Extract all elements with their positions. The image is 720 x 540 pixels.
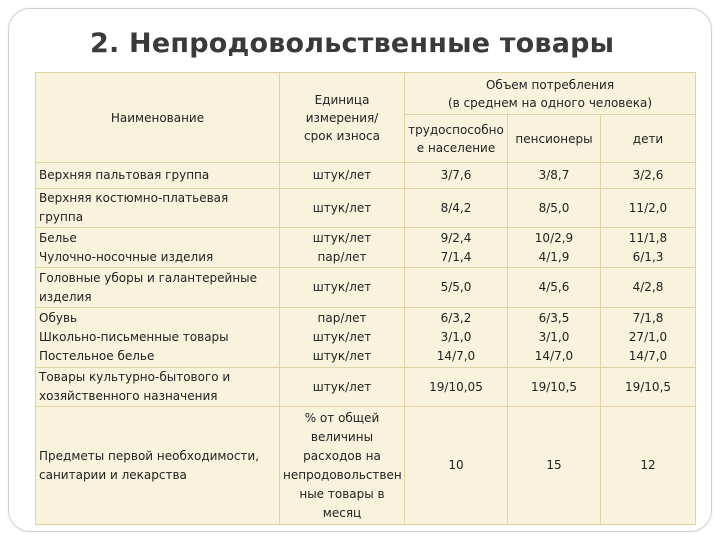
row-name: Товары культурно-бытового и хозяйственного назначения: [36, 368, 280, 407]
table-row: [36, 189, 696, 228]
row-unit: штук/лет: [280, 163, 405, 189]
row-name: Верхняя пальтовая группа: [36, 163, 280, 189]
header-unit: Единица измерения/ срок износа: [280, 73, 405, 163]
table-row: [36, 407, 696, 525]
row-children: 11/2,0: [601, 189, 696, 228]
row-working: 9/2,4 7/1,4: [405, 228, 508, 268]
table-row: [36, 163, 696, 189]
row-pensioners: 10/2,9 4/1,9: [508, 228, 601, 268]
row-name: Головные уборы и галантерейные изделия: [36, 268, 280, 308]
row-working: 19/10,05: [405, 368, 508, 407]
row-working: 6/3,2 3/1,0 14/7,0: [405, 308, 508, 368]
row-pensioners: 19/10,5: [508, 368, 601, 407]
row-pensioners: 6/3,5 3/1,0 14/7,0: [508, 308, 601, 368]
row-unit: штук/лет пар/лет: [280, 228, 405, 268]
row-unit: штук/лет: [280, 268, 405, 308]
row-unit: штук/лет: [280, 368, 405, 407]
header-children: дети: [601, 115, 696, 163]
row-working: 8/4,2: [405, 189, 508, 228]
row-name: Белье Чулочно-носочные изделия: [36, 228, 280, 268]
row-working: 10: [405, 407, 508, 525]
slide-title: 2. Непродовольственные товары: [90, 28, 615, 59]
table-body: [36, 163, 696, 525]
row-pensioners: 3/8,7: [508, 163, 601, 189]
header-volume: Объем потребления (в среднем на одного человека): [405, 73, 696, 115]
row-children: 7/1,8 27/1,0 14/7,0: [601, 308, 696, 368]
header-working: трудоспособно е население: [405, 115, 508, 163]
row-pensioners: 4/5,6: [508, 268, 601, 308]
row-name: Верхняя костюмно-платьевая группа: [36, 189, 280, 228]
table-row: [36, 228, 696, 268]
row-working: 3/7,6: [405, 163, 508, 189]
row-unit: % от общей величины расходов на непродовольствен ные товары в месяц: [280, 407, 405, 525]
row-working: 5/5,0: [405, 268, 508, 308]
row-unit: штук/лет: [280, 189, 405, 228]
header-pensioners: пенсионеры: [508, 115, 601, 163]
table-row: [36, 268, 696, 308]
row-children: 11/1,8 6/1,3: [601, 228, 696, 268]
row-name: Предметы первой необходимости, санитарии и лекарства: [36, 407, 280, 525]
table-row: [36, 368, 696, 407]
row-children: 19/10,5: [601, 368, 696, 407]
header-row-1: [36, 73, 696, 115]
consumption-table: [35, 72, 696, 525]
row-children: 4/2,8: [601, 268, 696, 308]
row-children: 12: [601, 407, 696, 525]
row-name: Обувь Школьно-письменные товары Постельное белье: [36, 308, 280, 368]
row-children: 3/2,6: [601, 163, 696, 189]
row-pensioners: 15: [508, 407, 601, 525]
row-pensioners: 8/5,0: [508, 189, 601, 228]
row-unit: пар/лет штук/лет штук/лет: [280, 308, 405, 368]
table-row: [36, 308, 696, 368]
header-name: Наименование: [36, 73, 280, 163]
